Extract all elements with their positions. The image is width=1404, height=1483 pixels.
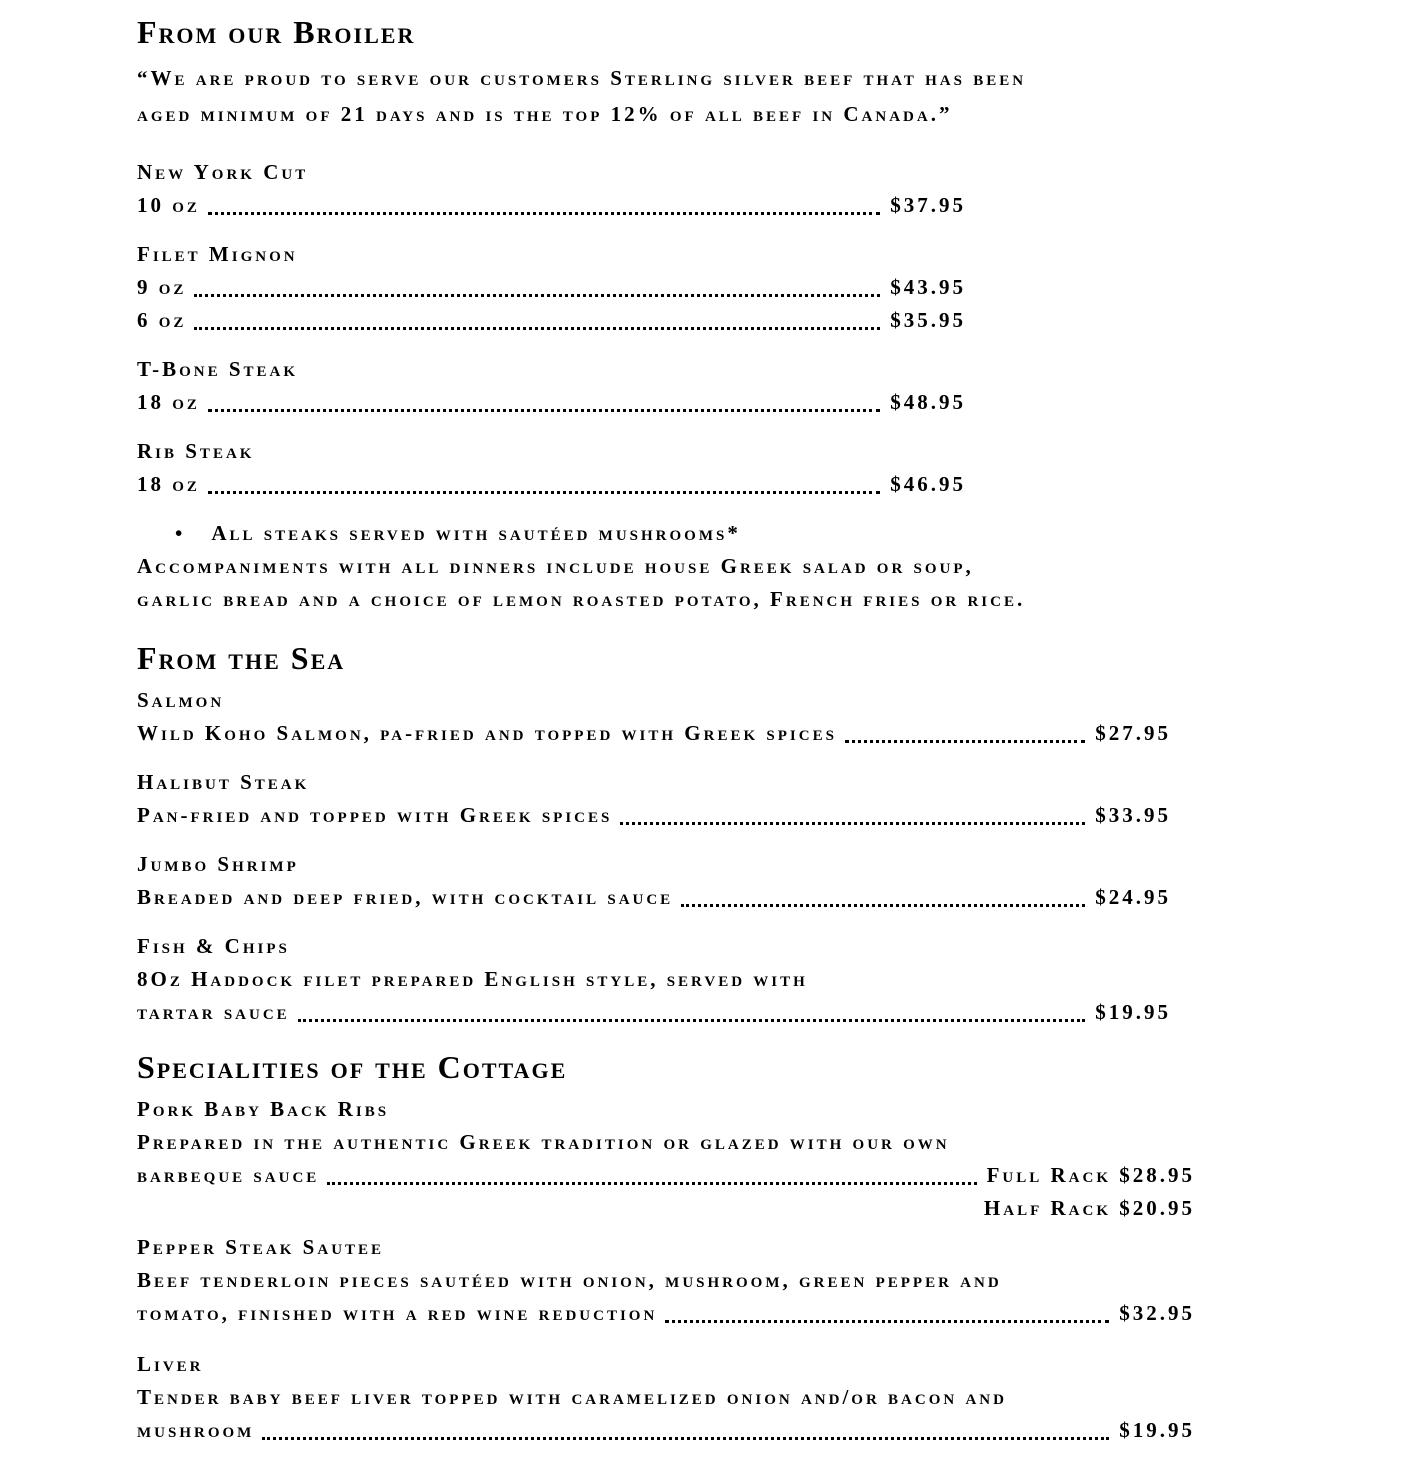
item-name: Rib Steak <box>137 439 255 463</box>
menu-section-sea <box>137 636 1364 1029</box>
item-name: Pepper Steak Sautee <box>137 1235 385 1259</box>
item-price: $33.95 <box>1095 803 1171 827</box>
dot-leader <box>262 1437 1109 1440</box>
item-name: Pork Baby Back Ribs <box>137 1097 390 1121</box>
menu-item <box>137 1231 1364 1330</box>
menu-item <box>137 156 1364 222</box>
item-price: Half Rack $20.95 <box>983 1196 1195 1220</box>
item-name: T-Bone Steak <box>137 357 299 381</box>
dot-leader <box>681 904 1085 907</box>
price-line <box>137 881 1171 914</box>
item-name: Fish & Chips <box>137 934 290 958</box>
intro-line: “We are proud to serve our customers Sterling silver beef that has been <box>137 66 1027 90</box>
price-line <box>137 271 966 304</box>
item-description: tomato, finished with a red wine reduction <box>137 1301 658 1325</box>
dot-leader <box>194 294 880 297</box>
price-line <box>137 996 1171 1029</box>
dot-leader <box>194 327 880 330</box>
dot-leader <box>208 212 880 215</box>
menu-section-cottage <box>137 1045 1364 1447</box>
price-line <box>137 189 966 222</box>
menu-item <box>137 848 1364 914</box>
item-price: $27.95 <box>1095 721 1171 745</box>
dot-leader <box>845 740 1085 743</box>
section-title: From our Broiler <box>137 14 416 50</box>
dot-leader <box>208 491 880 494</box>
item-name: Liver <box>137 1352 204 1376</box>
item-price: $37.95 <box>890 193 966 217</box>
price-line <box>137 304 966 337</box>
item-price: $19.95 <box>1095 1000 1171 1024</box>
item-name: New York Cut <box>137 160 309 184</box>
menu-item <box>137 353 1364 419</box>
item-name: Salmon <box>137 688 225 712</box>
item-description: barbeque sauce <box>137 1163 320 1187</box>
menu-section-broiler <box>137 10 1364 616</box>
dot-leader <box>327 1182 976 1185</box>
item-name: Halibut Steak <box>137 770 310 794</box>
menu-item <box>137 930 1364 1029</box>
item-price: $24.95 <box>1095 885 1171 909</box>
item-description: 8Oz Haddock filet prepared English style, served with <box>137 967 808 991</box>
item-price: $35.95 <box>890 308 966 332</box>
menu-item <box>137 684 1364 750</box>
item-price: $46.95 <box>890 472 966 496</box>
section-title: From the Sea <box>137 640 346 676</box>
intro-line: aged minimum of 21 days and is the top 12% of all beef in Canada.” <box>137 102 953 126</box>
item-price: $19.95 <box>1119 1418 1195 1442</box>
item-description: Pan-fried and topped with Greek spices <box>137 803 613 827</box>
item-description: 18 oz <box>137 390 200 414</box>
item-description: 10 oz <box>137 193 200 217</box>
bullet-note <box>137 517 1364 550</box>
price-line <box>137 1192 1195 1225</box>
item-description: 18 oz <box>137 472 200 496</box>
section-note-line: Accompaniments with all dinners include house Greek salad or soup, <box>137 554 974 578</box>
price-line <box>137 799 1171 832</box>
section-title: Specialities of the Cottage <box>137 1049 568 1085</box>
dot-leader <box>620 822 1085 825</box>
price-line <box>137 386 966 419</box>
section-intro <box>137 60 1364 132</box>
item-name: Jumbo Shrimp <box>137 852 299 876</box>
menu-item <box>137 238 1364 337</box>
price-line <box>137 1297 1195 1330</box>
item-description: tartar sauce <box>137 1000 290 1024</box>
item-description: Tender baby beef liver topped with caramelized onion and/or bacon and <box>137 1385 1007 1409</box>
menu-item <box>137 1348 1364 1447</box>
dot-leader <box>665 1320 1109 1323</box>
price-line <box>137 1414 1195 1447</box>
item-name: Filet Mignon <box>137 242 298 266</box>
bullet-icon: • <box>175 521 186 545</box>
item-price: $43.95 <box>890 275 966 299</box>
menu-item <box>137 1093 1364 1225</box>
item-price: $48.95 <box>890 390 966 414</box>
item-price: Full Rack $28.95 <box>986 1163 1195 1187</box>
item-price: $32.95 <box>1119 1301 1195 1325</box>
price-line <box>137 468 966 501</box>
item-description: Wild Koho Salmon, pa-fried and topped with Greek spices <box>137 721 837 745</box>
price-line <box>137 717 1171 750</box>
section-note-line: garlic bread and a choice of lemon roasted potato, French fries or rice. <box>137 587 1026 611</box>
item-description: Beef tenderloin pieces sautéed with onion, mushroom, green pepper and <box>137 1268 1002 1292</box>
menu-item <box>137 435 1364 501</box>
item-description: 6 oz <box>137 308 187 332</box>
item-description: 9 oz <box>137 275 187 299</box>
dot-leader <box>298 1019 1086 1022</box>
menu-item <box>137 766 1364 832</box>
dot-leader <box>208 409 880 412</box>
item-description: mushroom <box>137 1418 255 1442</box>
item-description: Breaded and deep fried, with cocktail sauce <box>137 885 674 909</box>
price-line <box>137 1159 1195 1192</box>
item-description: Prepared in the authentic Greek tradition or glazed with our own <box>137 1130 950 1154</box>
bullet-note-text: All steaks served with sautéed mushrooms* <box>211 521 741 545</box>
